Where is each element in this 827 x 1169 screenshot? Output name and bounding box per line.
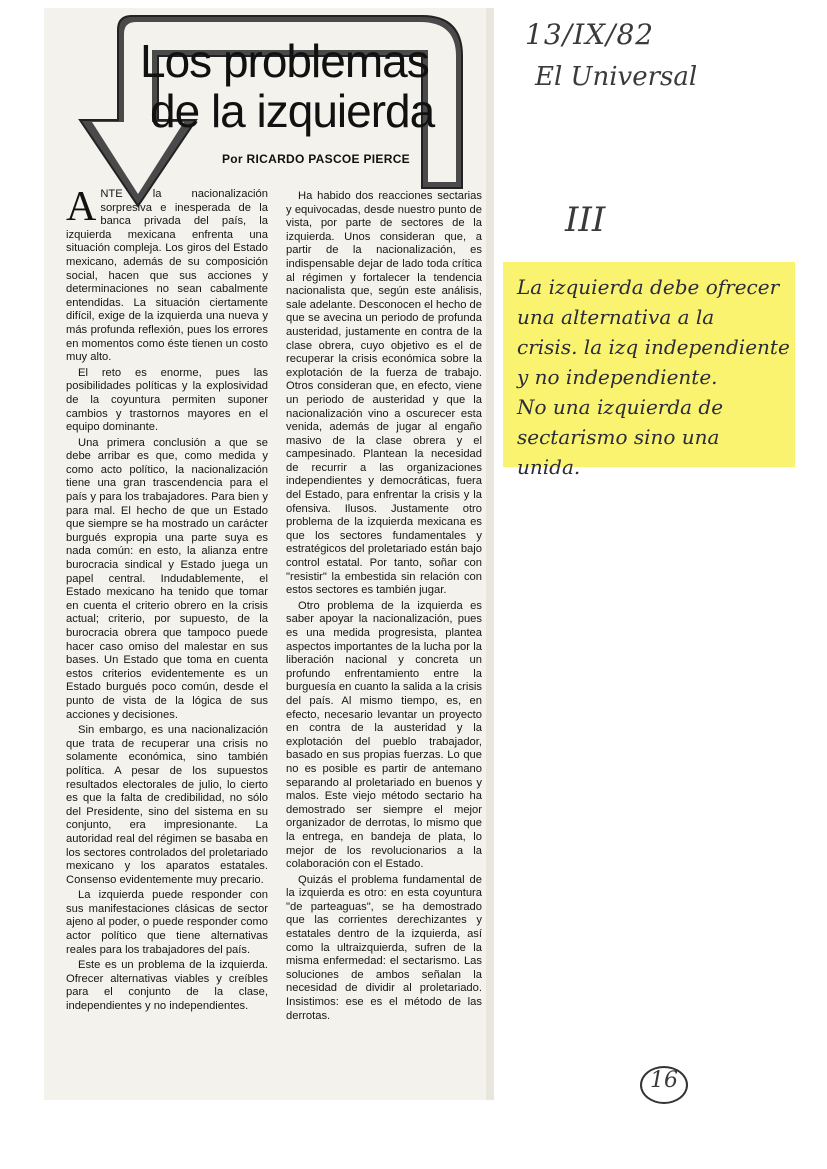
sticky-note-line: unida.	[517, 455, 581, 479]
sticky-note-line: una alternativa a la	[517, 305, 715, 329]
article-column-2	[286, 190, 482, 1025]
paragraph: La izquierda puede responder con sus manifestaciones clásicas de sector ajeno al poder, o puede responder como actor político que tiene alternativas reales para los trabajadores del país.	[66, 889, 268, 956]
article-headline	[140, 36, 480, 136]
paragraph: Quizás el problema fundamental de la izquierda es otro: en esta coyuntura "de parteaguas", se ha demostrado que las corrientes derechizantes y estatales dentro de la izquierda, así como la ultraizquierda, sufren de la misma enfermedad: el sectarismo. Las soluciones de ambos señalan la necesidad de dividir al proletariado. Insistimos: ese es el método de las derrotas.	[286, 873, 482, 1022]
sticky-note-line: crisis. la izq independiente	[517, 335, 790, 359]
paragraph	[66, 184, 268, 365]
paragraph-text: NTE la nacionalización sorpresiva e inesperada de la banca privada del país, la izquierda mexicana enfrenta una situación compleja. Los giros del Estado mexicano, además de su composición social, hacen que sus acciones y determinaciones no sean cabalmente entendidas. La situación ciertamente difícil, exige de la izquierda una nueva y más profunda reflexión, pues los errores en momentos como éste tienen un costo muy alto.	[66, 188, 268, 364]
headline-line-2: de la izquierda	[150, 85, 435, 137]
paragraph: Una primera conclusión a que se debe arribar es que, como medida y como acto político, la nacionalización tiene una gran trascendencia para el país y para los trabajadores. Para bien y para mal. El hecho de que un Estado que siempre se ha mostrado un carácter burgués expropia una parte suya es nada común: en esto, la alianza entre burocracia sindical y Estado juega un papel central. Indudablemente, el Estado mexicano ha tenido que tomar en cuenta el criterio obrero en la crisis actual; criterio, por supuesto, de la burocracia obrera que tampoco puede hacer caso omiso del malestar en sus bases. Un Estado que toma en cuenta estos criterios evidentemente es un Estado burgués poco común, desde el punto de vista de la lógica de sus acciones y decisiones.	[66, 436, 268, 721]
paragraph: El reto es enorme, pues las posibilidades políticas y la explosividad de la coyuntura permiten suponer cambios y trastornos mayores en el equipo dominante.	[66, 366, 268, 434]
page-number: 16	[650, 1068, 678, 1093]
sticky-note-line: No una izquierda de	[517, 395, 724, 419]
handwritten-date: 13/IX/82	[525, 18, 655, 51]
handwritten-source: El Universal	[535, 62, 698, 92]
handwritten-section-number: III	[565, 200, 606, 240]
headline-line-1: Los problemas	[140, 35, 429, 87]
paragraph: Otro problema de la izquierda es saber apoyar la nacionalización, pues es una medida progresista, plantea aspectos importantes de la lucha por la liberación nacional y concreta un profundo enfrentamiento entre la burguesía en cuanto la salida a la crisis del país. Al mismo tiempo, es, en efecto, necesario levantar un proyecto en contra de la austeridad y la explotación del pueblo trabajador, basado en sus propias fuerzas. Lo que no es posible es partir de antemano separando al proletariado en buenos y malos. Este viejo método sectario ha demostrado ser siempre el mejor organizador de derrotas, lo mismo que la entrega, en bandeja de plata, lo mejor de los revolucionarios a la colaboración con el Estado.	[286, 599, 482, 871]
byline: Por RICARDO PASCOE PIERCE	[222, 152, 410, 166]
sticky-note-line: sectarismo sino una	[517, 425, 720, 449]
paragraph: Este es un problema de la izquierda. Ofrecer alternativas viables y creíbles para el conjunto de la clase, independientes y no independientes.	[66, 959, 268, 1013]
paragraph: Ha habido dos reacciones sectarias y equivocadas, desde nuestro punto de vista, por parte de sectores de la izquierda. Unos consideran que, a partir de la nacionalización, es indispensable dejar de lado toda crítica al régimen y fortalecer la tendencia nacionalista que, según este análisis, sale adelante. Desconocen el hecho de que se avecina un periodo de profunda austeridad, justamente en contra de la clase obrera, cuyo objetivo es el de recuperar la crisis económica sobre la explotación de la fuerza de trabajo. Otros consideran que, en efecto, viene un periodo de austeridad y que la nacionalización vino a oscurecer esta venida, además de jugar al engaño masivo de la clase obrera y el campesinado. Plantean la necesidad de recurrir a las organizaciones independientes y democráticas, fuera del Estado, para enfrentar la crisis y la ofensiva. Ilusos. Justamente otro problema de la izquierda mexicana es que los sectores fundamentales y estratégicos del proletariado están bajo control estatal. Por tanto, soñar con "resistir" la embestida sin relación con estos sectores es también jugar.	[286, 190, 482, 597]
sticky-note	[503, 262, 795, 479]
sticky-note-line: La izquierda debe ofrecer	[517, 275, 780, 299]
paragraph: Sin embargo, es una nacionalización que trata de recuperar una crisis no solamente económica, sino también política. A pesar de los supuestos resultados electorales de julio, lo cierto es que la falta de credibilidad, no sólo del Presidente, sino del sistema en su conjunto, era impresionante. La autoridad real del régimen se basaba en los sectores controlados del proletariado mexicano y los aparatos estatales. Consenso evidentemente muy precario.	[66, 724, 268, 886]
drop-cap: A	[66, 184, 97, 230]
article-column-1	[66, 184, 268, 1016]
sticky-note-line: y no independiente.	[517, 365, 718, 389]
sticky-note-text	[517, 272, 790, 482]
